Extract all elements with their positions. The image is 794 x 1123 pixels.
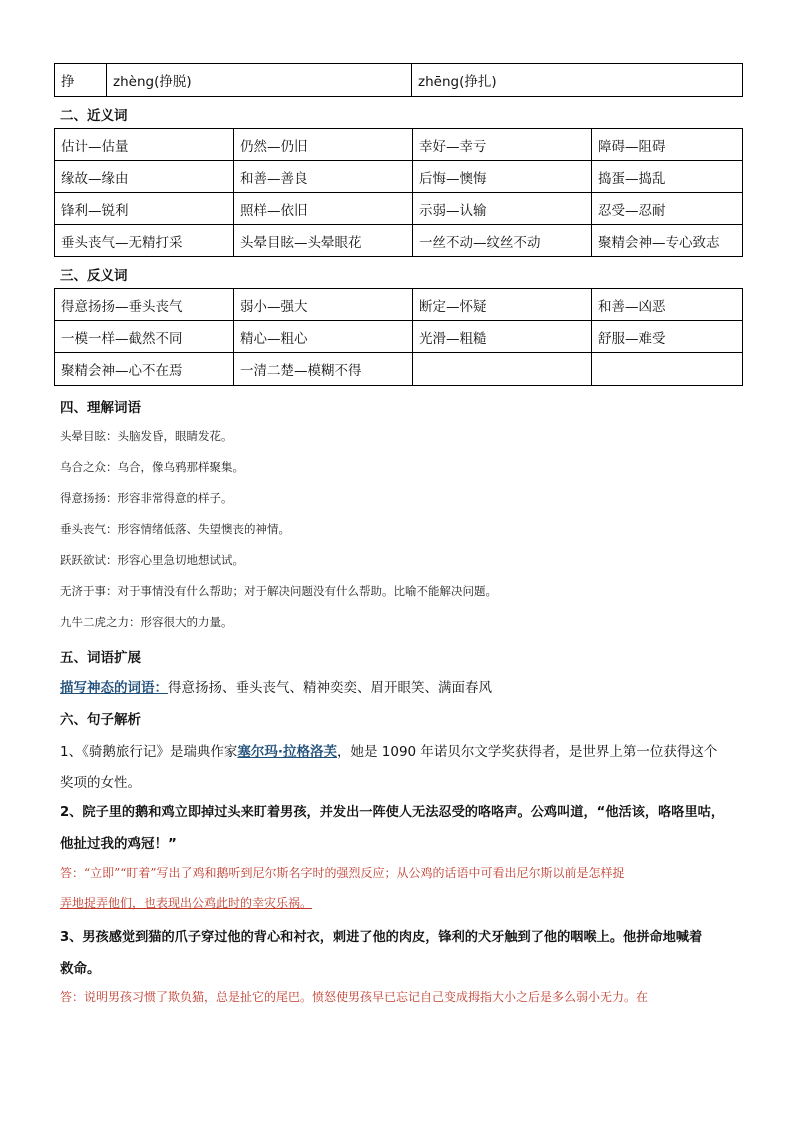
definition-line: 得意扬扬：形容非常得意的样子。 — [60, 491, 233, 505]
synonym-cell: 聚精会神—专心致志 — [592, 225, 743, 257]
antonym-cell: 精心—粗心 — [234, 321, 413, 353]
synonym-cell: 忍受—忍耐 — [592, 193, 743, 225]
antonym-cell: 舒服—难受 — [592, 321, 743, 353]
definition-line: 乌合之众：乌合，像乌鸦那样聚集。 — [60, 460, 244, 474]
antonym-cell — [413, 353, 592, 386]
understand-heading: 四、理解词语 — [60, 400, 141, 416]
sentence-1-text-a: 1、《骑鹅旅行记》是瑞典作家 — [60, 744, 238, 760]
antonym-cell: 一模一样—截然不同 — [55, 321, 234, 353]
expand-heading: 五、词语扩展 — [60, 650, 141, 666]
antonym-cell: 断定—怀疑 — [413, 289, 592, 321]
pinyin-reading-1: zhèng(挣脱) — [107, 64, 412, 97]
expand-words: 得意扬扬、垂头丧气、精神奕奕、眉开眼笑、满面春风 — [168, 680, 492, 696]
antonym-cell: 光滑—粗糙 — [413, 321, 592, 353]
synonym-cell: 幸好—幸亏 — [413, 129, 592, 161]
answer-2-line-2: 弄地捉弄他们，也表现出公鸡此时的幸灾乐祸。 — [60, 896, 313, 910]
sentence-1-line-1 — [60, 740, 717, 760]
antonym-cell: 和善—凶恶 — [592, 289, 743, 321]
synonym-cell: 锋利—锐利 — [55, 193, 234, 225]
pinyin-char: 挣 — [55, 64, 107, 97]
synonym-cell: 缘故—缘由 — [55, 161, 234, 193]
antonym-cell: 一清二楚—模糊不得 — [234, 353, 413, 386]
synonyms-table — [54, 128, 743, 257]
definition-line: 跃跃欲试：形容心里急切地想试试。 — [60, 553, 244, 567]
sentence-1-text-b: ，她是 1090 年诺贝尔文学奖获得者，是世界上第一位获得这个 — [336, 744, 718, 760]
pinyin-reading-2: zhēng(挣扎) — [412, 64, 743, 97]
sentence-2-line-1: 2、院子里的鹅和鸡立即掉过头来盯着男孩，并发出一阵使人无法忍受的咯咯声。公鸡叫道，“他活该，咯咯里咕， — [60, 805, 725, 820]
synonym-cell: 障碍—阻碍 — [592, 129, 743, 161]
definition-line: 九牛二虎之力：形容很大的力量。 — [60, 615, 233, 629]
definition-line: 无济于事：对于事情没有什么帮助；对于解决问题没有什么帮助。比喻不能解决问题。 — [60, 584, 497, 598]
synonym-cell: 垂头丧气—无精打采 — [55, 225, 234, 257]
sentences-heading: 六、句子解析 — [60, 712, 141, 728]
synonym-cell: 估计—估量 — [55, 129, 234, 161]
synonym-cell: 和善—善良 — [234, 161, 413, 193]
synonym-cell: 后悔—懊悔 — [413, 161, 592, 193]
antonym-cell: 弱小—强大 — [234, 289, 413, 321]
synonym-cell: 头晕目眩—头晕眼花 — [234, 225, 413, 257]
definition-line: 头晕目眩：头脑发昏，眼睛发花。 — [60, 429, 233, 443]
sentence-3-line-1: 3、男孩感觉到猫的爪子穿过他的背心和衬衣，刺进了他的肉皮，锋利的犬牙触到了他的咽喉上。他拼命地喊着 — [60, 930, 703, 945]
expand-line — [60, 676, 492, 696]
synonym-cell: 照样—依旧 — [234, 193, 413, 225]
answer-3-line-1: 答：说明男孩习惯了欺负猫，总是扯它的尾巴。愤怒使男孩早已忘记自己变成拇指大小之后是多么弱小无力。在 — [60, 990, 649, 1004]
synonym-cell: 仍然—仍旧 — [234, 129, 413, 161]
antonyms-table — [54, 288, 743, 386]
definition-line: 垂头丧气：形容情绪低落、失望懊丧的神情。 — [60, 522, 290, 536]
pinyin-table — [54, 63, 743, 97]
author-name: 塞尔玛·拉格洛芙 — [237, 744, 337, 760]
sentence-1-line-2: 奖项的女性。 — [60, 775, 141, 791]
sentence-3-line-2: 救命。 — [60, 961, 101, 977]
sentence-2-line-2: 他扯过我的鸡冠！” — [60, 836, 177, 852]
synonym-cell: 捣蛋—捣乱 — [592, 161, 743, 193]
synonym-cell: 示弱—认输 — [413, 193, 592, 225]
antonym-cell — [592, 353, 743, 386]
synonym-cell: 一丝不动—纹丝不动 — [413, 225, 592, 257]
expand-label: 描写神态的词语： — [60, 680, 168, 696]
synonyms-heading: 二、近义词 — [60, 108, 128, 124]
antonyms-heading: 三、反义词 — [60, 268, 128, 284]
antonym-cell: 聚精会神—心不在焉 — [55, 353, 234, 386]
antonym-cell: 得意扬扬—垂头丧气 — [55, 289, 234, 321]
answer-2-line-1: 答：“立即”“盯着”写出了鸡和鹅听到尼尔斯名字时的强烈反应；从公鸡的话语中可看出尼尔斯以前是怎样捉 — [60, 866, 625, 880]
